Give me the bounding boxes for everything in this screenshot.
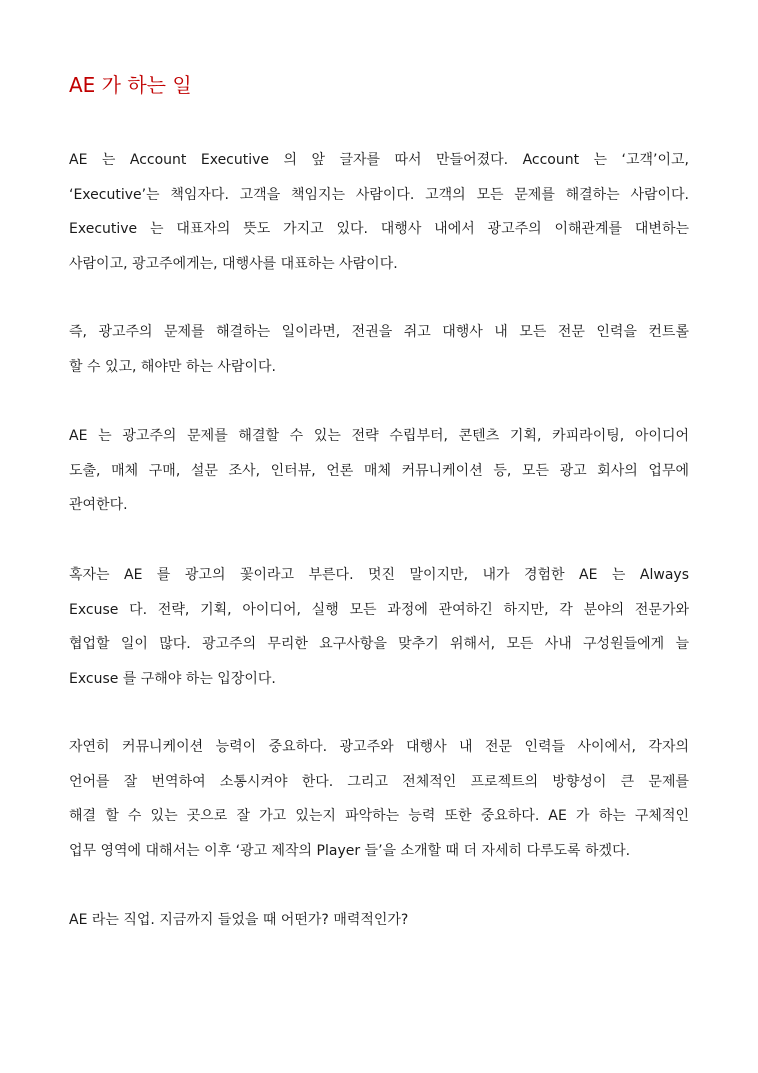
paragraph-line: 언어를 잘 번역하여 소통시켜야 한다. 그리고 전체적인 프로젝트의 방향성이 큰 문제를 [69, 773, 689, 790]
paragraph-line: 혹자는 AE 를 광고의 꽃이라고 부른다. 멋진 말이지만, 내가 경험한 AE 는 Always [69, 567, 689, 583]
paragraph-line: Excuse 를 구해야 하는 입장이다. [69, 670, 276, 687]
paragraph-authority [69, 315, 689, 384]
paragraph-line: 협업할 일이 많다. 광고주의 무리한 요구사항을 맞추기 위해서, 모든 사내 구성원들에게 늘 [69, 636, 689, 652]
paragraph-line: AE 는 Account Executive 의 앞 글자를 따서 만들어졌다. Account 는 ‘고객’이고, [69, 152, 689, 168]
paragraph-line: 업무 영역에 대해서는 이후 ‘광고 제작의 Player 들’을 소개할 때 더 자세히 다루도록 하겠다. [69, 842, 631, 859]
paragraph-line: 사람이고, 광고주에게는, 대행사를 대표하는 사람이다. [69, 255, 398, 272]
paragraph-closing-question [69, 903, 689, 938]
paragraph-line: ‘Executive’는 책임자다. 고객을 책임지는 사람이다. 고객의 모든 문제를 해결하는 사람이다. [69, 186, 689, 203]
paragraph-line: Executive 는 대표자의 뜻도 가지고 있다. 대행사 내에서 광고주의 이해관계를 대변하는 [69, 221, 689, 237]
paragraph-communication [69, 730, 689, 868]
paragraph-line: 관여한다. [69, 497, 128, 513]
paragraph-line: 즉, 광고주의 문제를 해결하는 일이라면, 전권을 쥐고 대행사 내 모든 전문 인력을 컨트롤 [69, 324, 689, 340]
paragraph-line: AE 는 광고주의 문제를 해결할 수 있는 전략 수립부터, 콘텐츠 기획, 카피라이팅, 아이디어 [69, 428, 689, 444]
document-title: AE 가 하는 일 [69, 73, 192, 97]
paragraph-line: 할 수 있고, 해야만 하는 사람이다. [69, 358, 276, 375]
paragraph-scope [69, 419, 689, 523]
paragraph-line: 해결 할 수 있는 곳으로 잘 가고 있는지 파악하는 능력 또한 중요하다. AE 가 하는 구체적인 [69, 808, 689, 824]
paragraph-ae-definition [69, 143, 689, 281]
paragraph-line: 도출, 매체 구매, 설문 조사, 인터뷰, 언론 매체 커뮤니케이션 등, 모든 광고 회사의 업무에 [69, 462, 689, 479]
paragraph-always-excuse [69, 558, 689, 696]
paragraph-line: 자연히 커뮤니케이션 능력이 중요하다. 광고주와 대행사 내 전문 인력들 사이에서, 각자의 [69, 739, 689, 755]
paragraph-line: Excuse 다. 전략, 기획, 아이디어, 실행 모든 과정에 관여하긴 하지만, 각 분야의 전문가와 [69, 601, 689, 618]
paragraph-line: AE 라는 직업. 지금까지 들었을 때 어떤가? 매력적인가? [69, 912, 409, 928]
